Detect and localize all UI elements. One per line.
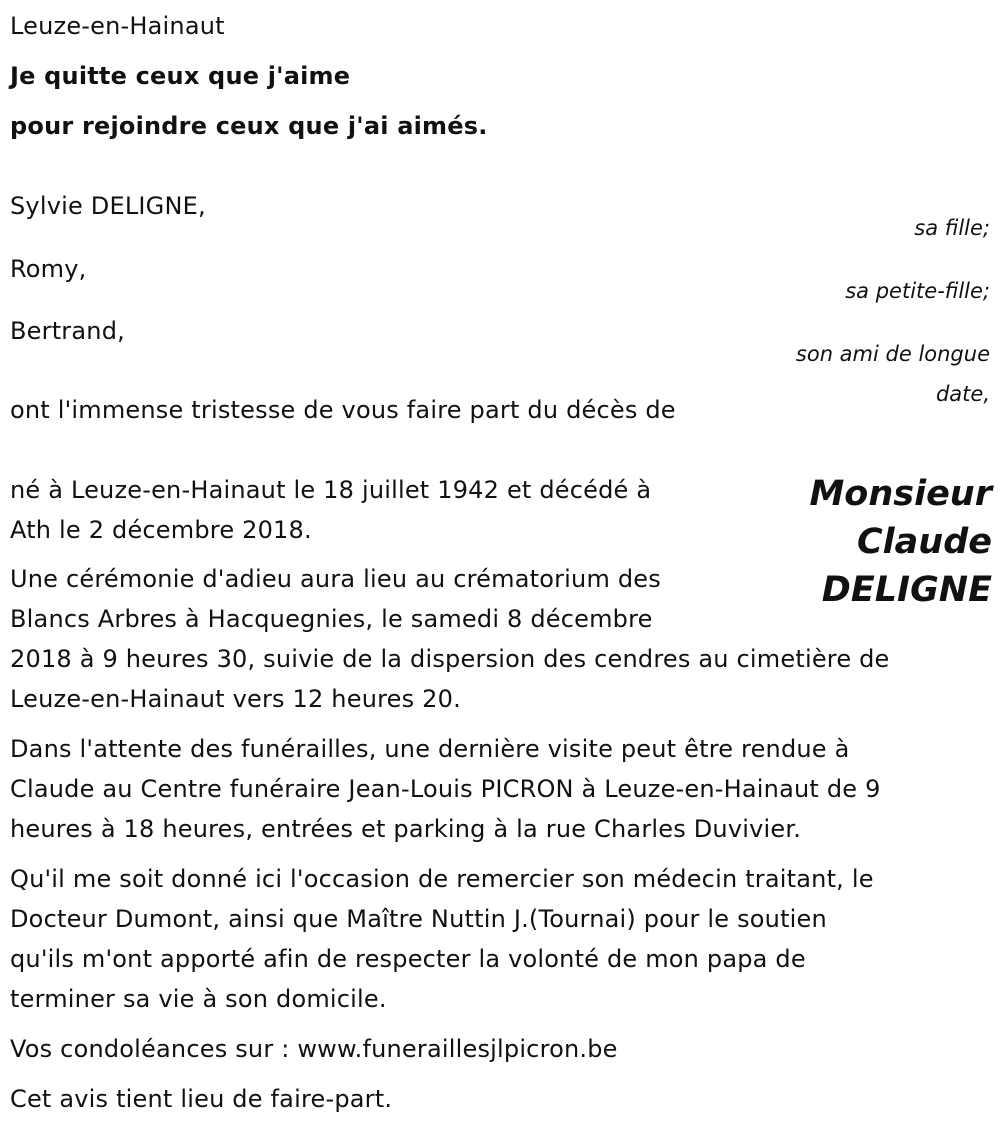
deceased-title: Monsieur <box>809 474 992 514</box>
family-member-name: Bertrand, <box>10 317 125 345</box>
family-member-name: Sylvie DELIGNE, <box>10 192 206 220</box>
family-member-relation: son ami de longue <box>795 342 990 366</box>
thanks-text-line: Qu'il me soit donné ici l'occasion de remercier son médecin traitant, le <box>10 865 874 893</box>
ceremony-text-line: 2018 à 9 heures 30, suivie de la dispersion des cendres au cimetière de <box>10 645 890 673</box>
visit-text-line: Claude au Centre funéraire Jean-Louis PICRON à Leuze-en-Hainaut de 9 <box>10 775 881 803</box>
notice-text: Cet avis tient lieu de faire-part. <box>10 1085 393 1113</box>
birth-text-line: Ath le 2 décembre 2018. <box>10 516 312 544</box>
ceremony-text-line: Une cérémonie d'adieu aura lieu au crématorium des <box>10 565 661 593</box>
visit-text-line: heures à 18 heures, entrées et parking à la rue Charles Duvivier. <box>10 815 802 843</box>
ceremony-text-line: Blancs Arbres à Hacquegnies, le samedi 8 décembre <box>10 605 653 633</box>
ceremony-text-line: Leuze-en-Hainaut vers 12 heures 20. <box>10 685 461 713</box>
deceased-last-name: DELIGNE <box>821 570 992 610</box>
birth-text-line: né à Leuze-en-Hainaut le 18 juillet 1942 et décédé à <box>10 476 652 504</box>
family-member-relation: sa petite-fille; <box>845 279 990 303</box>
visit-text-line: Dans l'attente des funérailles, une dernière visite peut être rendue à <box>10 735 850 763</box>
thanks-text-line: Docteur Dumont, ainsi que Maître Nuttin J.(Tournai) pour le soutien <box>10 905 827 933</box>
quote-line-1: Je quitte ceux que j'aime <box>10 62 351 90</box>
family-member-relation-cont: date, <box>935 382 990 406</box>
family-member-relation: sa fille; <box>914 216 990 240</box>
condolences-text: Vos condoléances sur : www.funeraillesjlpicron.be <box>10 1035 618 1063</box>
thanks-text-line: qu'ils m'ont apporté afin de respecter la volonté de mon papa de <box>10 945 806 973</box>
quote-line-2: pour rejoindre ceux que j'ai aimés. <box>10 112 488 140</box>
deceased-first-name: Claude <box>856 522 992 562</box>
city-heading: Leuze-en-Hainaut <box>10 12 225 40</box>
thanks-text-line: terminer sa vie à son domicile. <box>10 985 387 1013</box>
deceased-name <box>782 470 992 614</box>
family-member-name: Romy, <box>10 255 87 283</box>
announcement-text: ont l'immense tristesse de vous faire part du décès de <box>10 396 676 424</box>
